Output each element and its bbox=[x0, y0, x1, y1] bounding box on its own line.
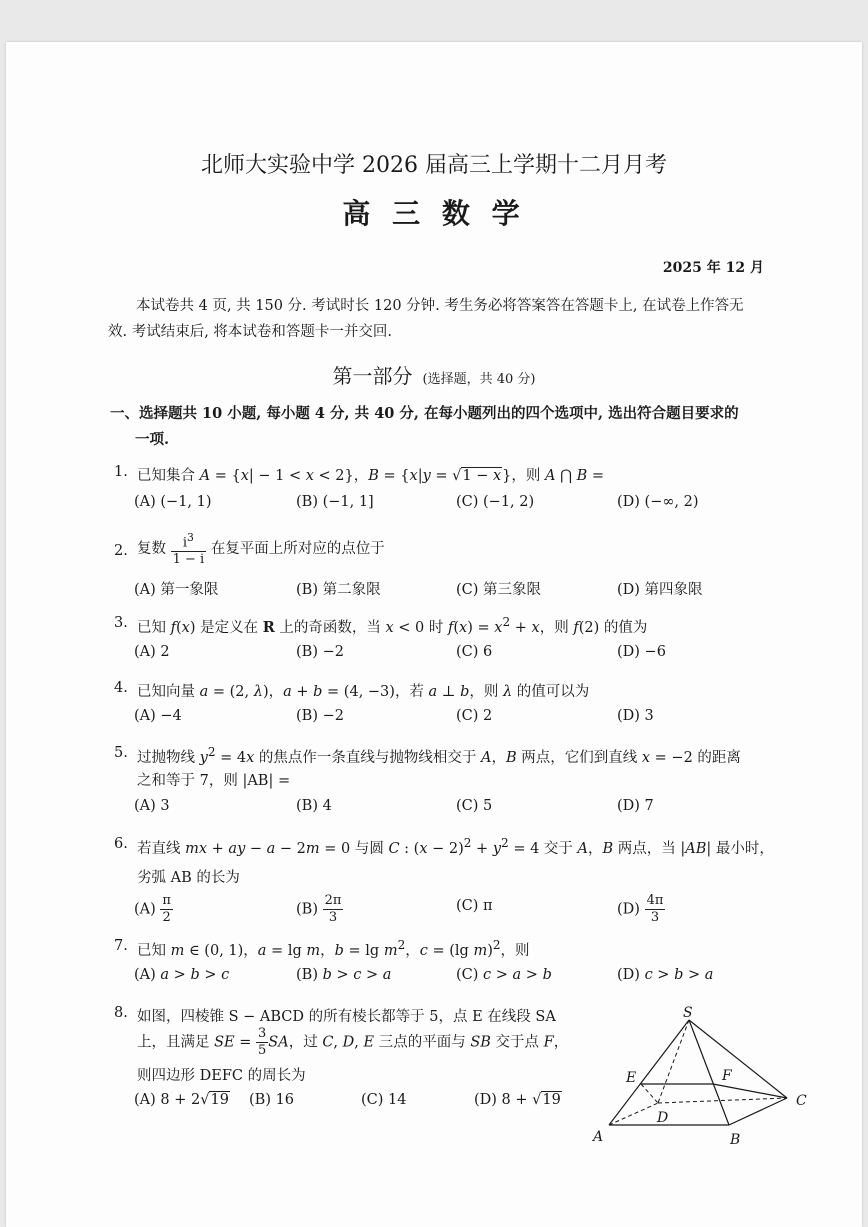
vertex-label-d: D bbox=[657, 1110, 669, 1126]
question-number: 7. bbox=[114, 938, 128, 954]
option-a[interactable]: (A) 8 + 2√19 bbox=[134, 1092, 229, 1108]
option-b[interactable]: (B) 16 bbox=[249, 1092, 295, 1108]
question-number: 3. bbox=[114, 615, 128, 631]
vertex-label-e: E bbox=[626, 1070, 637, 1086]
option-d[interactable]: (D) c > b > a bbox=[617, 967, 714, 983]
option-d[interactable]: (D) (−∞, 2) bbox=[617, 494, 699, 510]
option-d[interactable]: (D) −6 bbox=[617, 644, 666, 660]
fraction: $\frac{i^3}{1 - i}$ bbox=[172, 531, 205, 568]
question-6-stem: 若直线 mx + ay − a − 2m = 0 与圆 C : $(x - 2)^2 + y^2 = 4$ 交于 A，B 两点，当 |AB| 最小时， bbox=[137, 836, 774, 857]
option-label: (D) bbox=[617, 901, 640, 918]
option-d[interactable]: (D) 7 bbox=[617, 798, 654, 814]
section-instruction-1: 一、选择题共 10 小题, 每小题 4 分, 共 40 分, 在每小题列出的四个选项中, 选出符合题目要求的 bbox=[110, 405, 739, 422]
option-b[interactable]: (B) 4 bbox=[296, 798, 332, 814]
option-d[interactable]: (D) 第四象限 bbox=[617, 582, 703, 598]
option-b[interactable]: (B) b > c > a bbox=[296, 967, 392, 983]
option-label: (D) bbox=[617, 967, 640, 983]
option-b[interactable]: (B) −2 bbox=[296, 708, 344, 724]
question-1-stem: 已知集合 A = {x| − 1 < x < 2}，B = {x|y = √1 − x}，则 A ⋂ B = bbox=[137, 468, 605, 484]
option-label: (B) bbox=[296, 967, 318, 983]
question-8-line-1: 如图，四棱锥 S − ABCD 的所有棱长都等于 5，点 E 在线段 SA bbox=[137, 1009, 556, 1025]
vertex-label-a: A bbox=[593, 1129, 604, 1145]
option-c[interactable]: (C) 6 bbox=[456, 644, 493, 660]
option-b[interactable] bbox=[296, 893, 343, 926]
option-c[interactable]: (C) c > a > b bbox=[456, 967, 552, 983]
option-label: (A) bbox=[134, 1092, 156, 1108]
fraction: $\frac{2\pi}{3}$ bbox=[324, 893, 342, 925]
part-title: 第一部分 bbox=[332, 364, 413, 388]
option-c[interactable]: (C) 5 bbox=[456, 798, 493, 814]
question-8-line-3: 则四边形 DEFC 的周长为 bbox=[137, 1068, 306, 1084]
question-6-line-2: 劣弧 AB 的长为 bbox=[137, 870, 240, 886]
option-a[interactable]: (A) −4 bbox=[134, 708, 182, 724]
option-a[interactable]: (A) 第一象限 bbox=[134, 582, 219, 598]
question-number: 6. bbox=[114, 836, 128, 852]
question-number: 1. bbox=[114, 464, 128, 480]
question-4-stem: 已知向量 a = (2, λ)，a + b = (4, −3)，若 a ⊥ b，则 λ 的值可以为 bbox=[137, 684, 590, 700]
option-d[interactable] bbox=[617, 893, 665, 926]
vertex-label-c: C bbox=[796, 1093, 807, 1109]
option-b[interactable]: (B) (−1, 1] bbox=[296, 494, 374, 510]
option-label: (B) bbox=[296, 901, 318, 918]
question-number: 5. bbox=[114, 745, 128, 761]
option-label: (A) bbox=[134, 901, 156, 918]
option-d[interactable]: (D) 8 + √19 bbox=[474, 1092, 561, 1108]
option-c[interactable]: (C) π bbox=[456, 898, 493, 914]
question-number: 4. bbox=[114, 680, 128, 696]
question-3-stem: 已知 f(x) 是定义在 R 上的奇函数，当 x < 0 时 $f(x) = x^2 + x$，则 f(2) 的值为 bbox=[137, 615, 648, 636]
option-a[interactable]: (A) (−1, 1) bbox=[134, 494, 212, 510]
option-c[interactable]: (C) 14 bbox=[361, 1092, 407, 1108]
option-a[interactable]: (A) 3 bbox=[134, 798, 170, 814]
subject-title: 高 三 数 学 bbox=[342, 197, 526, 230]
question-number: 8. bbox=[114, 1005, 128, 1021]
option-a[interactable] bbox=[134, 893, 173, 926]
fraction: $\frac{3}{5}$ bbox=[258, 1026, 267, 1058]
question-2-text: 在复平面上所对应的点位于 bbox=[210, 541, 385, 558]
fraction: $\frac{\pi}{2}$ bbox=[162, 893, 171, 925]
option-c[interactable]: (C) 第三象限 bbox=[456, 582, 542, 598]
vertex-label-s: S bbox=[683, 1005, 693, 1021]
question-8-line-2: 上，且满足 SE = $\frac{3}{5}$ SA，过 C, D, E 三点的平面与 SB 交于点 F， bbox=[137, 1026, 569, 1058]
intro-line-2: 效. 考试结束后, 将本试卷和答题卡一并交回. bbox=[108, 324, 393, 340]
question-7-stem: 已知 m ∈ (0, 1)，a = lg m，$b = \lg m^2$，c = (lg m)$^2$，则 bbox=[137, 938, 530, 959]
intro-line-1: 本试卷共 4 页, 共 150 分. 考试时长 120 分钟. 考生务必将答案答在答题卡上, 在试卷上作答无 bbox=[136, 298, 744, 314]
question-2-stem: 复数 $\frac{i^3}{1 - i}$ 在复平面上所对应的点位于 bbox=[137, 531, 385, 568]
option-a[interactable]: (A) 2 bbox=[134, 644, 170, 660]
option-b[interactable]: (B) −2 bbox=[296, 644, 344, 660]
question-number: 2. bbox=[114, 543, 128, 559]
option-label: (A) bbox=[134, 967, 156, 983]
fraction: $\frac{4\pi}{3}$ bbox=[646, 893, 664, 925]
part-heading bbox=[0, 360, 868, 389]
section-instruction-2: 一项. bbox=[135, 431, 170, 448]
option-d[interactable]: (D) 3 bbox=[617, 708, 654, 724]
question-5-stem: 过抛物线 $y^2 = 4x$ 的焦点作一条直线与抛物线相交于 A，B 两点，它们到直线 x = −2 的距离 bbox=[137, 745, 741, 766]
option-a[interactable]: (A) a > b > c bbox=[134, 967, 230, 983]
vertex-label-b: B bbox=[730, 1132, 741, 1148]
exam-date: 2025 年 12 月 bbox=[662, 260, 764, 276]
option-label: (D) bbox=[474, 1092, 497, 1108]
exam-title: 北师大实验中学 2026 届高三上学期十二月月考 bbox=[201, 153, 667, 178]
option-c[interactable]: (C) 2 bbox=[456, 708, 493, 724]
question-5-line-2: 之和等于 7，则 |AB| = bbox=[137, 773, 291, 789]
option-c[interactable]: (C) (−1, 2) bbox=[456, 494, 535, 510]
part-note: (选择题，共 40 分) bbox=[422, 372, 536, 387]
vertex-label-f: F bbox=[722, 1068, 732, 1084]
option-b[interactable]: (B) 第二象限 bbox=[296, 582, 381, 598]
option-label: (C) bbox=[456, 967, 479, 983]
